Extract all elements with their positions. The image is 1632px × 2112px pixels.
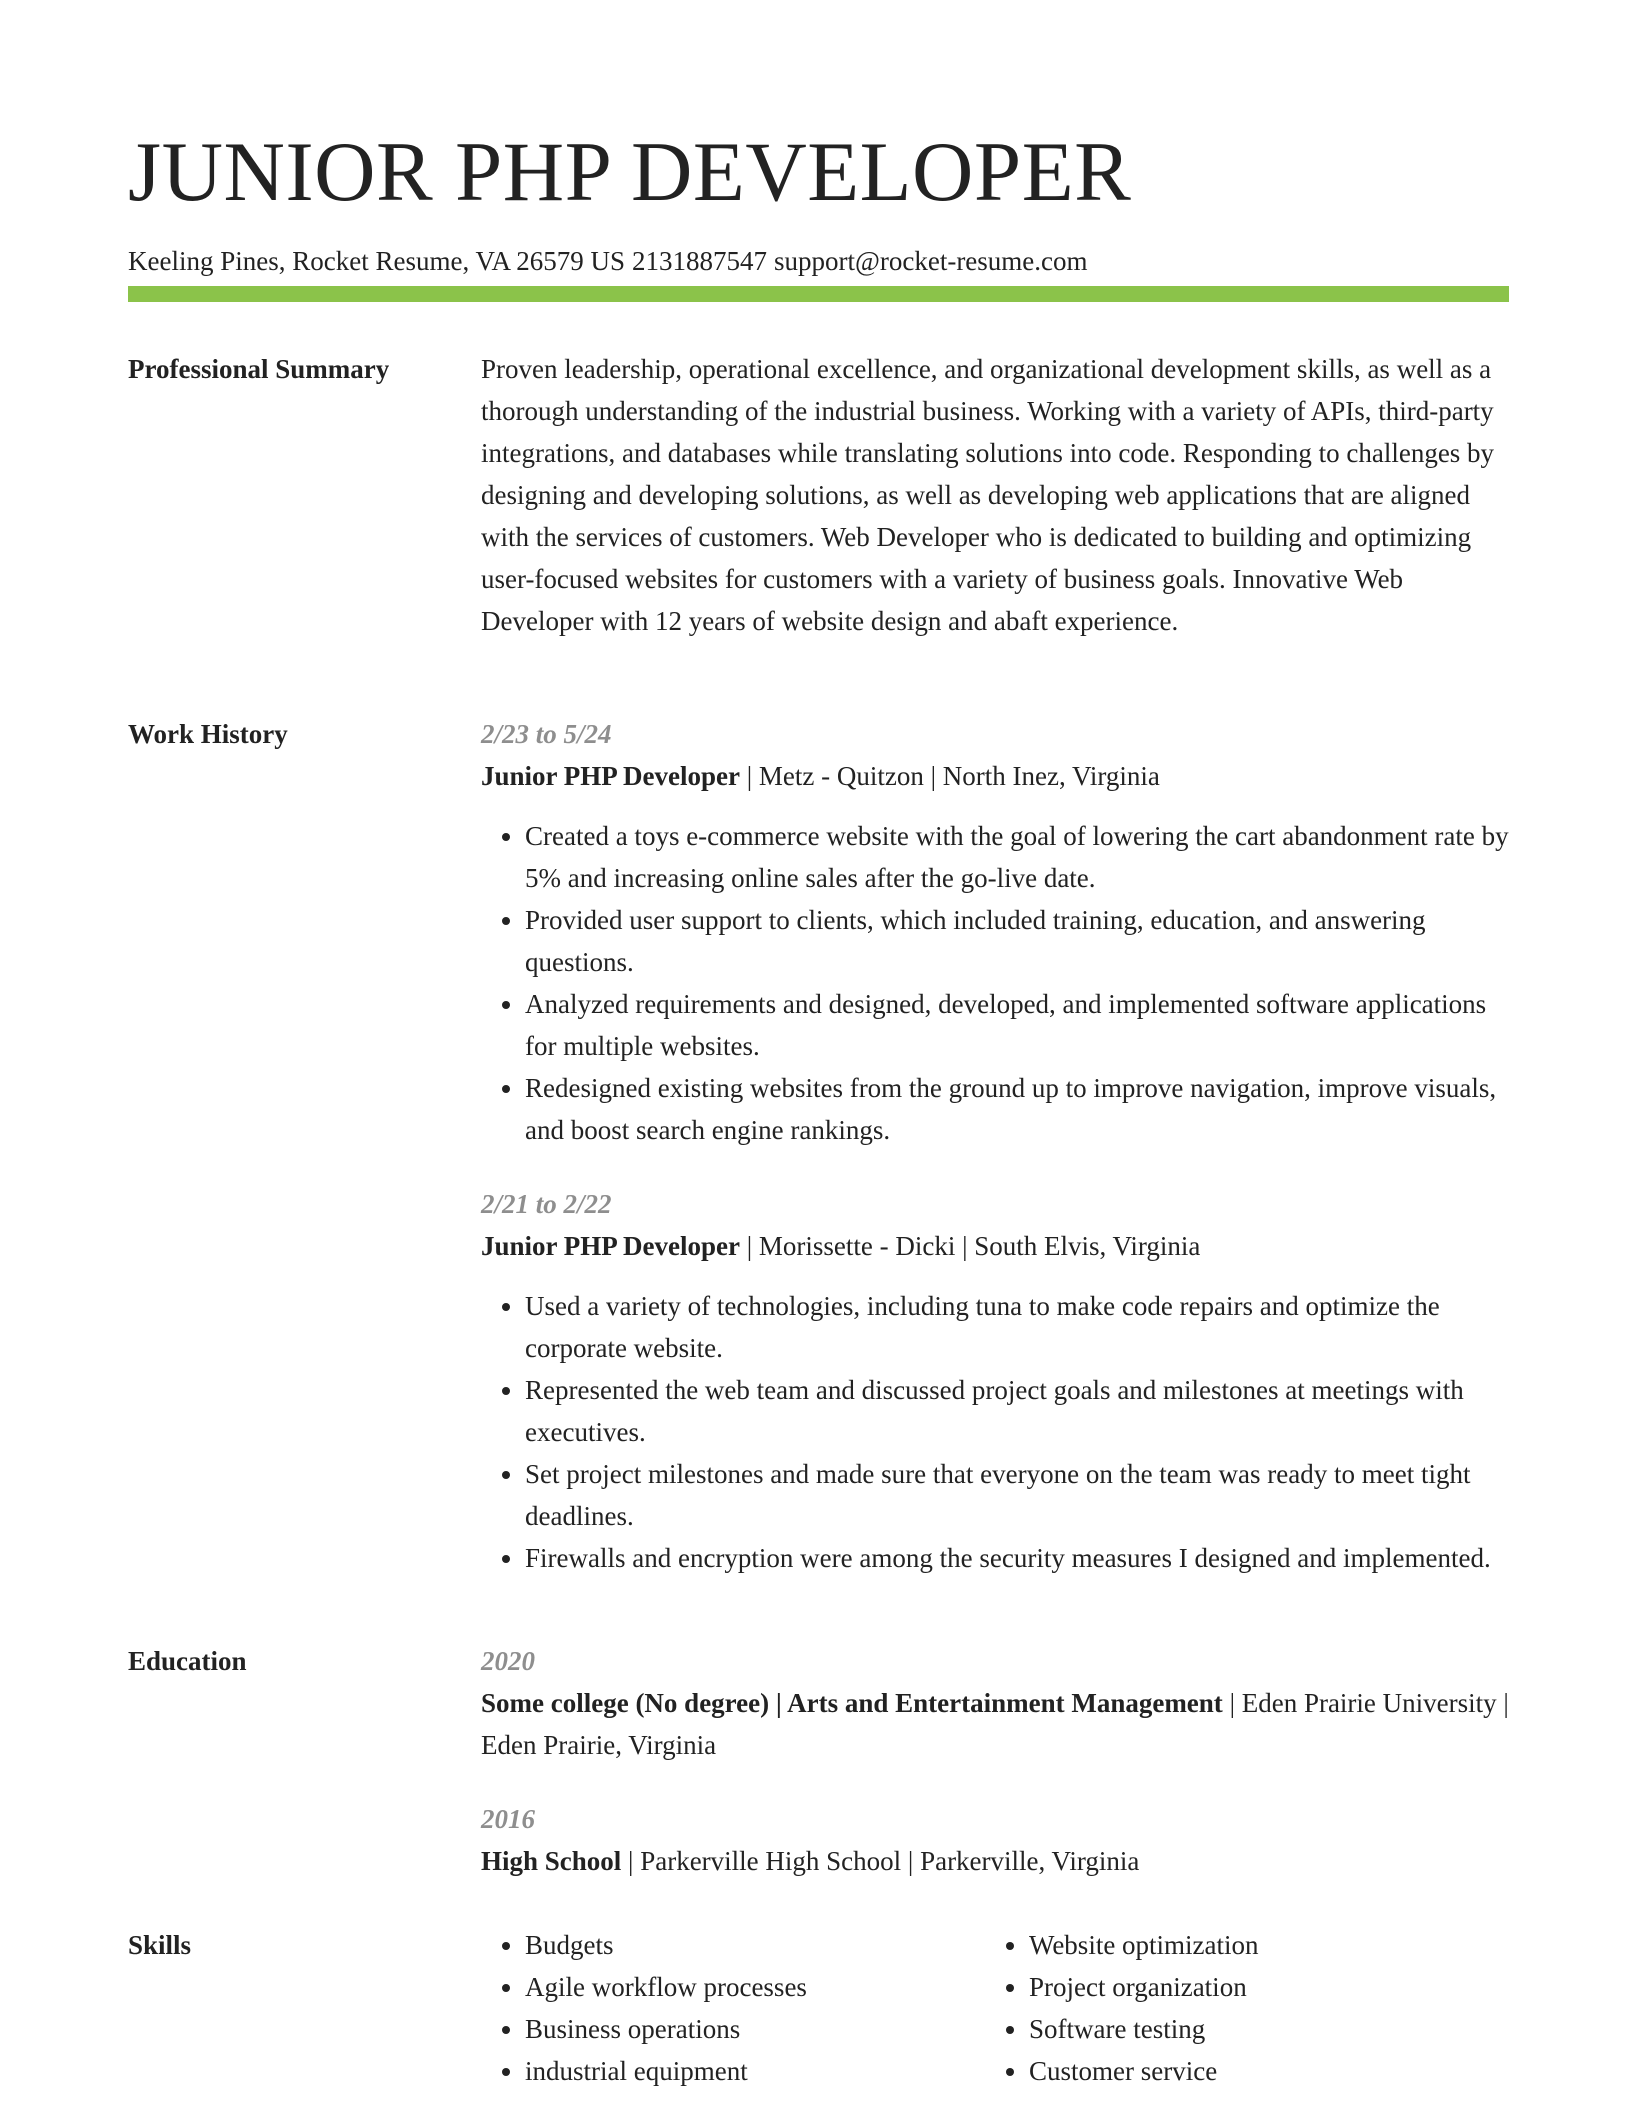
job-bullet: • Created a toys e-commerce website with the goal of lowering the cart abandonment rate by 5% and increasing online sales after the go-live date. [525,815,1509,899]
job-details: | Metz - Quitzon | North Inez, Virginia [739,761,1160,791]
education-degree: Some college (No degree) | Arts and Entertainment Management [481,1688,1223,1718]
job-bullet: • Provided user support to clients, which included training, education, and answering questions. [525,899,1509,983]
job-entry [481,713,1509,1151]
skills-list-left [481,1924,985,2092]
resume-header [128,120,1508,278]
skill-item: • Project organization [1029,1966,1489,2008]
skill-item: • industrial equipment [525,2050,985,2092]
skills-body [481,1924,1509,2092]
skill-item: • Customer service [1029,2050,1489,2092]
contact-email: support@rocket-resume.com [774,246,1088,276]
education-degree: High School [481,1846,622,1876]
work-history-body [481,713,1509,1579]
job-bullet: • Redesigned existing websites from the ground up to improve navigation, improve visuals, and boost search engine rankings. [525,1067,1509,1151]
skills-columns [481,1924,1509,2092]
job-dates: 2/23 to 5/24 [481,719,612,749]
skill-item: • Business operations [525,2008,985,2050]
education-details: | Parkerville High School | Parkerville, Virginia [621,1846,1140,1876]
job-bullet: • Represented the web team and discussed project goals and milestones at meetings with executives. [525,1369,1509,1453]
job-dates: 2/21 to 2/22 [481,1189,612,1219]
education-entry [481,1640,1509,1766]
job-bullets [481,1285,1509,1579]
skill-item: • Website optimization [1029,1924,1489,1966]
job-bullets [481,815,1509,1151]
job-title: Junior PHP Developer [481,1231,740,1261]
skills-list-right [985,1924,1489,2092]
job-details: | Morissette - Dicki | South Elvis, Virginia [739,1231,1201,1261]
job-entry [481,1183,1509,1579]
education-details: | Eden Prairie University | Eden Prairie, Virginia [481,1688,1509,1760]
job-heading [481,755,1509,797]
candidate-name: JUNIOR PHP DEVELOPER [128,125,1132,219]
contact-address: Keeling Pines, Rocket Resume, VA 26579 US [128,246,625,276]
job-bullet: • Analyzed requirements and designed, developed, and implemented software applications for multiple websites. [525,983,1509,1067]
contact-line [128,244,1508,278]
section-label-work-history: Work History [128,719,288,749]
education-year: 2016 [481,1804,535,1834]
education-heading [481,1840,1509,1882]
job-bullet: • Used a variety of technologies, including tuna to make code repairs and optimize the corporate website. [525,1285,1509,1369]
section-label-education: Education [128,1646,247,1676]
education-body [481,1640,1509,1882]
section-label-summary: Professional Summary [128,354,390,384]
job-bullet: • Firewalls and encryption were among the security measures I designed and implemented. [525,1537,1509,1579]
education-entry [481,1798,1509,1882]
education-heading [481,1682,1509,1766]
summary-text: Proven leadership, operational excellence, and organizational development skills, as well as a thorough understanding of the industrial business. Working with a variety of APIs, third-party integrations, and databases while translating solutions into code. Responding to challenges by designing and developing solutions, as well as developing web applications that are aligned with the services of customers. Web Developer who is dedicated to building and optimizing user-focused websites for customers with a variety of business goals. Innovative Web Developer with 12 years of website design and abaft experience. [481,354,1495,636]
summary-body [481,348,1509,642]
contact-phone: 2131887547 [632,246,767,276]
section-label-skills: Skills [128,1930,192,1960]
job-heading [481,1225,1509,1267]
skill-item: • Agile workflow processes [525,1966,985,2008]
skill-item: • Software testing [1029,2008,1489,2050]
accent-divider [128,286,1509,302]
job-bullet: • Set project milestones and made sure that everyone on the team was ready to meet tight deadlines. [525,1453,1509,1537]
skill-item: • Budgets [525,1924,985,1966]
education-year: 2020 [481,1646,535,1676]
job-title: Junior PHP Developer [481,761,740,791]
